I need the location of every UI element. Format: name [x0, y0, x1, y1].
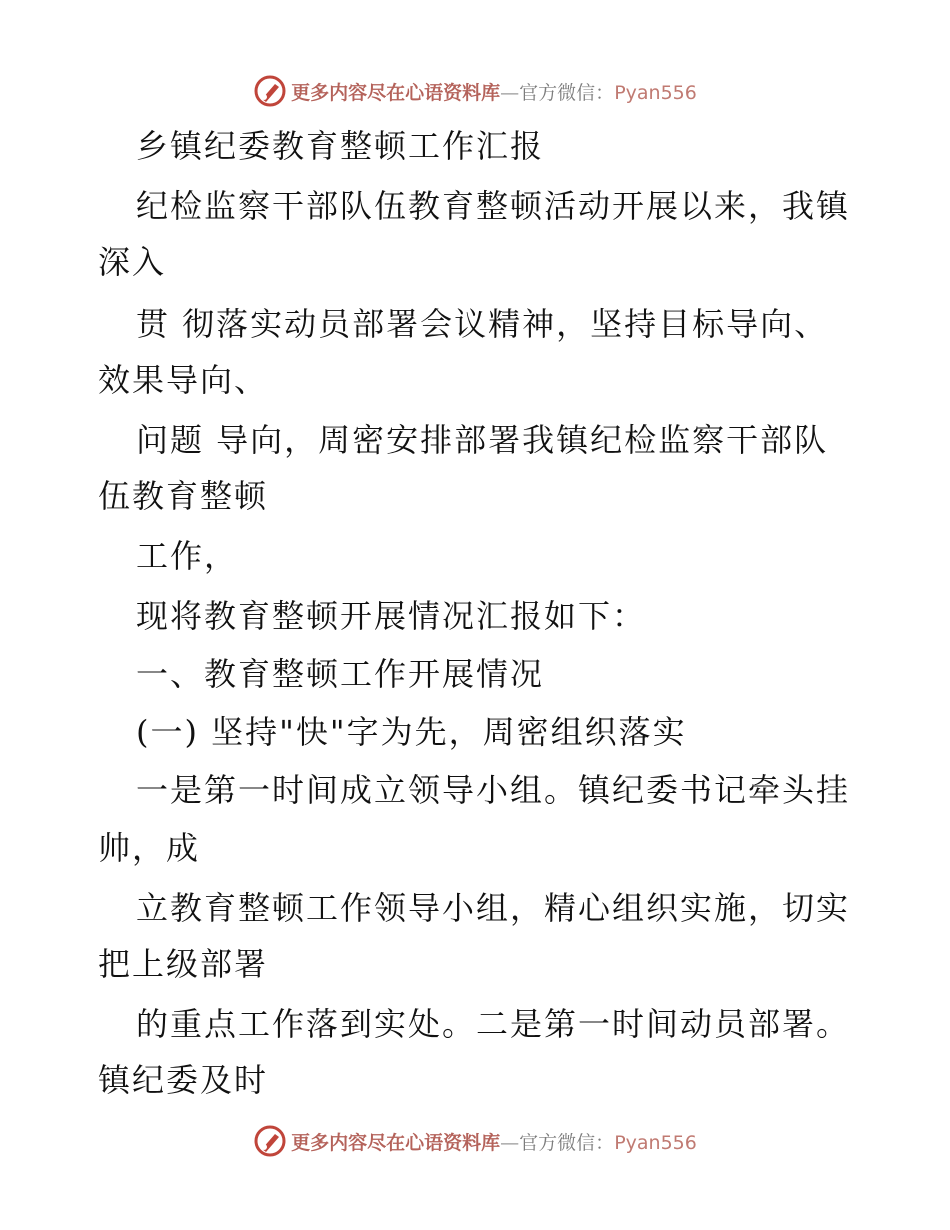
banner-wechat-id: Pyan556	[614, 81, 697, 104]
paragraph-line: 的重点工作落到实处。二是第一时间动员部署。	[136, 1005, 851, 1043]
header-banner	[0, 71, 950, 111]
paragraph-line: 把上级部署	[98, 945, 269, 983]
paragraph-line: 镇纪委及时	[98, 1061, 269, 1099]
paragraph-line: 纪检监察干部队伍教育整顿活动开展以来，我镇	[136, 187, 851, 225]
paragraph-line: 伍教育整顿	[98, 477, 269, 515]
banner-text	[291, 78, 697, 105]
banner-separator: —	[500, 1131, 520, 1154]
banner-text	[291, 1128, 697, 1155]
paragraph-line: 问题 导向，周密安排部署我镇纪检监察干部队	[136, 421, 829, 459]
banner-wechat-label: 官方微信：	[519, 81, 615, 104]
banner-wechat-id: Pyan556	[614, 1131, 697, 1154]
banner-main-text: 更多内容尽在心语资料库	[291, 81, 501, 104]
document-title: 乡镇纪委教育整顿工作汇报	[136, 127, 545, 165]
paragraph-line: 一是第一时间成立领导小组。镇纪委书记牵头挂	[136, 771, 851, 809]
paragraph-line: 工作，	[136, 537, 239, 575]
footer-banner	[0, 1121, 950, 1161]
paragraph-line: 深入	[98, 243, 167, 281]
paragraph-line: 现将教育整顿开展情况汇报如下：	[136, 597, 647, 635]
paragraph-line: 立教育整顿工作领导小组，精心组织实施，切实	[136, 889, 851, 927]
pen-nib-logo-icon	[253, 74, 287, 108]
banner-separator: —	[500, 81, 520, 104]
pen-nib-logo-icon	[253, 1124, 287, 1158]
subsection-heading: (一) 坚持"快"字为先，周密组织落实	[136, 713, 687, 751]
paragraph-line: 贯 彻落实动员部署会议精神，坚持目标导向、	[136, 305, 829, 343]
banner-wechat-label: 官方微信：	[519, 1131, 615, 1154]
section-heading: 一、教育整顿工作开展情况	[136, 655, 545, 693]
paragraph-line: 效果导向、	[98, 361, 269, 399]
paragraph-line: 帅，成	[98, 829, 201, 867]
banner-main-text: 更多内容尽在心语资料库	[291, 1131, 501, 1154]
